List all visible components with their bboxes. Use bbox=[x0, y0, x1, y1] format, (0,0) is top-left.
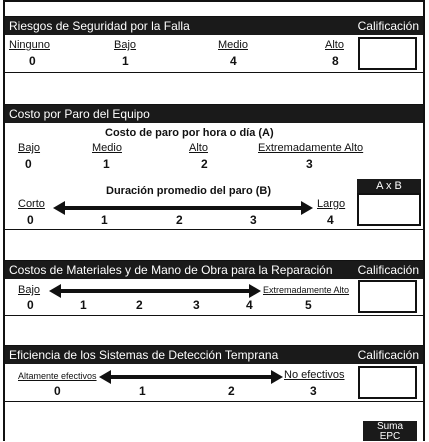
scale-value: 2 bbox=[176, 213, 183, 227]
scale-left-label: Bajo bbox=[18, 284, 41, 296]
scale-value: 1 bbox=[101, 213, 108, 227]
scale-value: 3 bbox=[306, 157, 313, 171]
scale-value: 4 bbox=[327, 213, 334, 227]
scale-label: Bajo bbox=[114, 39, 137, 51]
axb-input-box[interactable] bbox=[357, 193, 421, 226]
section-header bbox=[5, 346, 423, 364]
scale-arrow bbox=[53, 205, 313, 211]
scale-value: 0 bbox=[27, 298, 34, 312]
scale-label: Alto bbox=[189, 142, 208, 154]
scale-value: 0 bbox=[29, 54, 36, 68]
rating-input-box[interactable] bbox=[358, 280, 417, 313]
repair-cost-section bbox=[4, 260, 424, 316]
scale-label: Bajo bbox=[18, 142, 41, 154]
duration-header: Duración promedio del paro (B) bbox=[106, 185, 272, 197]
section-header bbox=[5, 105, 423, 123]
early-detection-section bbox=[4, 345, 424, 402]
rating-input-box[interactable] bbox=[358, 37, 417, 70]
cost-per-hour-header: Costo de paro por hora o día (A) bbox=[105, 127, 274, 139]
scale-label: Extremadamente Alto bbox=[258, 142, 364, 154]
scale-value: 2 bbox=[136, 298, 143, 312]
scale-right-label: Extremadamente Alto bbox=[263, 285, 350, 295]
scale-label: Alto bbox=[325, 39, 344, 51]
scale-value: 1 bbox=[122, 54, 129, 68]
scale-label: Medio bbox=[92, 142, 122, 154]
scale-value: 3 bbox=[310, 384, 317, 398]
scale-value: 0 bbox=[54, 384, 61, 398]
scale-value: 8 bbox=[332, 54, 339, 68]
section-header bbox=[5, 17, 423, 35]
scale-value: 0 bbox=[25, 157, 32, 171]
scale-right-label: Largo bbox=[317, 198, 346, 210]
section-title: Costos de Materiales y de Mano de Obra para la Reparación bbox=[9, 263, 333, 277]
section-title: Eficiencia de los Sistemas de Detección Temprana bbox=[9, 348, 279, 362]
scale-value: 2 bbox=[228, 384, 235, 398]
section-title: Costo por Paro del Equipo bbox=[9, 107, 150, 121]
scale-value: 3 bbox=[193, 298, 200, 312]
scale-right-label: No efectivos bbox=[284, 369, 345, 381]
scale-value: 1 bbox=[80, 298, 87, 312]
scale-arrow bbox=[99, 374, 283, 380]
total-epc-label-box bbox=[363, 421, 417, 441]
rating-header: Calificación bbox=[357, 19, 419, 33]
scale-left-label: Altamente efectivos bbox=[18, 371, 97, 381]
axb-label: A x B bbox=[376, 180, 402, 192]
scale-value: 5 bbox=[305, 298, 312, 312]
safety-risk-section bbox=[4, 16, 424, 73]
scale-label: Ninguno bbox=[9, 39, 50, 51]
rating-header: Calificación bbox=[357, 263, 419, 277]
scale-value: 4 bbox=[246, 298, 253, 312]
section-title: Riesgos de Seguridad por la Falla bbox=[9, 19, 190, 33]
total-label-line2: EPC bbox=[379, 431, 401, 442]
section-header bbox=[5, 261, 423, 279]
scale-value: 4 bbox=[230, 54, 237, 68]
scale-left-label: Corto bbox=[18, 198, 45, 210]
rating-input-box[interactable] bbox=[358, 366, 417, 399]
rating-header: Calificación bbox=[357, 348, 419, 362]
axb-header bbox=[357, 179, 421, 194]
scale-value: 2 bbox=[201, 157, 208, 171]
scale-arrow bbox=[49, 288, 261, 294]
scale-value: 3 bbox=[250, 213, 257, 227]
scale-value: 0 bbox=[27, 213, 34, 227]
scale-value: 1 bbox=[103, 157, 110, 171]
scale-label: Medio bbox=[218, 39, 248, 51]
scale-value: 1 bbox=[139, 384, 146, 398]
downtime-cost-section bbox=[4, 104, 424, 230]
total-label-line1: Suma bbox=[376, 421, 404, 432]
outer-frame-top bbox=[3, 0, 425, 2]
